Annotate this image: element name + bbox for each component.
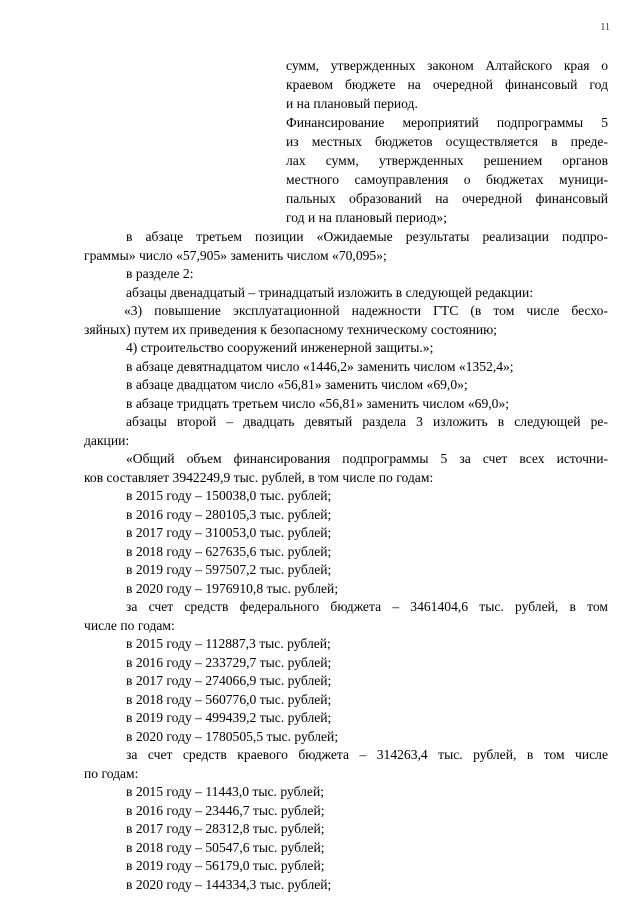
text-line: абзацы второй – двадцать девятый раздела 3 изложить в следующей ре- (126, 414, 608, 429)
year-amount-line: в 2020 году – 1780505,5 тыс. рублей; (126, 728, 339, 744)
year-amount-line: в 2016 году – 280105,3 тыс. рублей; (126, 506, 332, 522)
quote-line: Финансирование мероприятий подпрограммы 5 (286, 115, 608, 130)
text-line: зяйных) путем их приведения к безопасному техническому состоянию; (84, 321, 498, 337)
year-amount-line: в 2017 году – 310053,0 тыс. рублей; (126, 525, 332, 540)
quote-line: год и на плановый период»; (286, 210, 448, 225)
text-line: граммы» число «57,905» заменить числом «70,095»; (84, 247, 387, 263)
year-amount-line: в 2018 году – 560776,0 тыс. рублей; (126, 691, 332, 707)
year-amount-line: в 2015 году – 112887,3 тыс. рублей; (126, 636, 331, 651)
year-amount-line: в 2017 году – 28312,8 тыс. рублей; (126, 821, 325, 836)
text-line: в абзаце третьем позиции «Ожидаемые результаты реализации подпро- (126, 229, 608, 244)
quote-line: лах сумм, утвержденных решением органов (286, 153, 608, 168)
quote-line: пальных образований на очередной финансовый (286, 191, 608, 206)
quote-line: из местных бюджетов осуществляется в преде- (286, 134, 608, 149)
text-line: числе по годам: (84, 617, 175, 633)
quote-line: сумм, утвержденных законом Алтайского края о (286, 58, 608, 73)
text-line: в разделе 2: (126, 266, 194, 281)
text-line: в абзаце тридцать третьем число «56,81» заменить числом «69,0»; (126, 395, 510, 411)
year-amount-line: в 2019 году – 56179,0 тыс. рублей; (126, 858, 325, 873)
text-line: абзацы двенадцатый – тринадцатый изложить в следующей редакции: (126, 284, 534, 300)
year-amount-line: в 2015 году – 11443,0 тыс. рублей; (126, 784, 325, 799)
text-line: «Общий объем финансирования подпрограммы 5 за счет всех источни- (126, 451, 608, 466)
text-line: за счет средств краевого бюджета – 314263,4 тыс. рублей, в том числе (126, 747, 608, 762)
text-line: за счет средств федерального бюджета – 3461404,6 тыс. рублей, в том (126, 599, 608, 614)
quote-line: местного самоуправления о бюджетах муници- (286, 172, 608, 187)
year-amount-line: в 2018 году – 627635,6 тыс. рублей; (126, 543, 332, 559)
year-amount-line: в 2018 году – 50547,6 тыс. рублей; (126, 839, 325, 855)
year-amount-line: в 2015 году – 150038,0 тыс. рублей; (126, 488, 332, 503)
text-line: «3) повышение эксплуатационной надежности ГТС (в том числе бесхо- (124, 303, 608, 318)
year-amount-line: в 2016 году – 23446,7 тыс. рублей; (126, 802, 325, 818)
text-line: дакции: (84, 432, 130, 448)
year-amount-line: в 2020 году – 144334,3 тыс. рублей; (126, 876, 332, 892)
year-amount-line: в 2019 году – 499439,2 тыс. рублей; (126, 710, 332, 725)
year-amount-line: в 2020 году – 1976910,8 тыс. рублей; (126, 580, 339, 596)
year-amount-line: в 2017 году – 274066,9 тыс. рублей; (126, 673, 332, 688)
quote-line: и на плановый период. (286, 96, 418, 111)
text-line: в абзаце девятнадцатом число «1446,2» заменить числом «1352,4»; (126, 358, 514, 374)
page-number: 11 (600, 22, 610, 33)
text-line: 4) строительство сооружений инженерной защиты.»; (126, 340, 434, 355)
text-line: ков составляет 3942249,9 тыс. рублей, в том числе по годам: (84, 469, 434, 485)
year-amount-line: в 2016 году – 233729,7 тыс. рублей; (126, 654, 332, 670)
text-line: в абзаце двадцатом число «56,81» заменить числом «69,0»; (126, 377, 468, 392)
text-line: по годам: (84, 765, 139, 781)
year-amount-line: в 2019 году – 597507,2 тыс. рублей; (126, 562, 332, 577)
quote-line: краевом бюджете на очередной финансовый год (286, 77, 608, 92)
